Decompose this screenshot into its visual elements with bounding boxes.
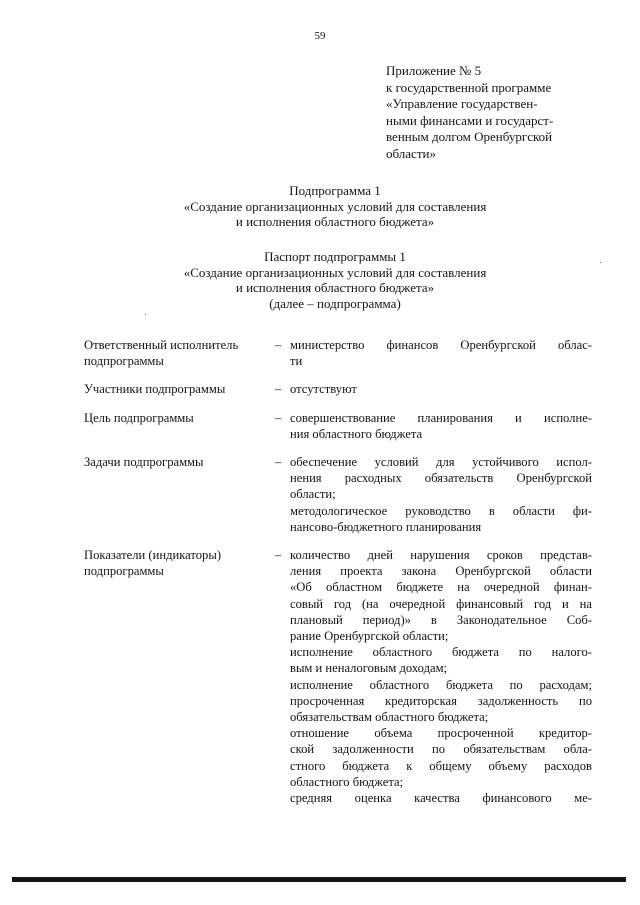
row-value-line: нансово-бюджетного планирования [290,519,482,534]
scan-speck [600,262,601,263]
passport-title [0,249,640,311]
appendix-line: ными финансами и государст- [386,112,554,128]
row-value-line: ления проекта закона Оренбургской области [290,564,592,579]
passport-title-line: и исполнения областного бюджета» [235,280,435,295]
row-label-line: Задачи подпрограммы [84,455,204,469]
row-label-line: подпрограммы [84,354,164,369]
row-value [290,337,592,369]
row-value-line: исполнение областного бюджета по налого- [290,645,592,660]
row-value-line: исполнение областного бюджета по расходам; [290,677,592,692]
row-value-line: стного бюджета к общему объему расходов [290,758,592,773]
row-value [290,410,592,442]
row-value-line: министерство финансов Оренбургской облас- [290,338,592,352]
row-value [290,547,592,806]
row-dash: – [275,411,282,425]
row-label [84,381,274,397]
row-value-line: вым и неналоговым доходам; [290,661,448,676]
row-value-line: количество дней нарушения сроков представ- [290,548,592,562]
subprogram-title-line: «Создание организационных условий для составления [183,198,487,214]
row-label-line: Ответственный исполнитель [84,338,239,352]
row-label-line: Цель подпрограммы [84,411,194,425]
appendix-line: области» [386,145,436,161]
row-value-line: «Об областном бюджете на очередной финан- [290,580,592,595]
row-dash: – [275,338,282,352]
passport-title-line: Паспорт подпрограммы 1 [264,249,406,264]
row-label-line: Показатели (индикаторы) [84,548,222,562]
row-dash: – [275,382,282,396]
row-value-line: просроченная кредиторская задолженность по [290,693,592,708]
appendix-line: венным долгом Оренбургской [386,129,553,144]
row-label-line: Участники подпрограммы [84,382,226,396]
passport-title-line: (далее – подпрограмма) [269,295,401,311]
row-value-line: ской задолженности по обязательствам обла- [290,742,592,757]
row-value-line: области; [290,487,336,502]
row-label [84,337,274,369]
subprogram-title [0,183,640,230]
row-value-line: отношение объема просроченной кредитор- [290,726,592,741]
passport-title-line: «Создание организационных условий для составления [183,264,487,280]
row-value-line: плановый период)» в Законодательное Соб- [290,612,592,627]
page-number: 59 [314,30,326,42]
row-value-line: обязательствам областного бюджета; [290,710,489,725]
row-value-line: совый год (на очередной финансовый год и на [290,596,592,611]
subprogram-title-line: и исполнения областного бюджета» [235,214,435,229]
row-label [84,454,274,470]
scan-speck [145,314,146,315]
row-value-line: ти [290,354,303,369]
row-value-line: отсутствуют [290,382,357,396]
row-value-line: областного бюджета; [290,774,404,789]
row-value-line: методологическое руководство в области фи- [290,503,592,518]
subprogram-title-line: Подпрограмма 1 [289,183,381,198]
appendix-caption [386,63,626,162]
row-value-line: нения расходных обязательств Оренбургской [290,471,592,486]
row-label-line: подпрограммы [84,564,164,579]
row-value-line: обеспечение условий для устойчивого испол- [290,455,592,469]
row-label [84,410,274,426]
row-value [290,381,592,397]
appendix-line: Приложение № 5 [386,63,482,78]
row-dash: – [275,455,282,469]
row-value-line: ния областного бюджета [290,427,423,442]
row-value [290,454,592,535]
row-value-line: совершенствование планирования и исполне- [290,411,592,425]
row-dash: – [275,548,282,562]
row-value-line: средняя оценка качества финансового ме- [290,791,592,806]
row-label [84,547,274,579]
row-value-line: рание Оренбургской области; [290,629,449,644]
appendix-line: к государственной программе [386,79,552,95]
appendix-line: «Управление государствен- [386,96,538,111]
bottom-rule [12,877,626,882]
